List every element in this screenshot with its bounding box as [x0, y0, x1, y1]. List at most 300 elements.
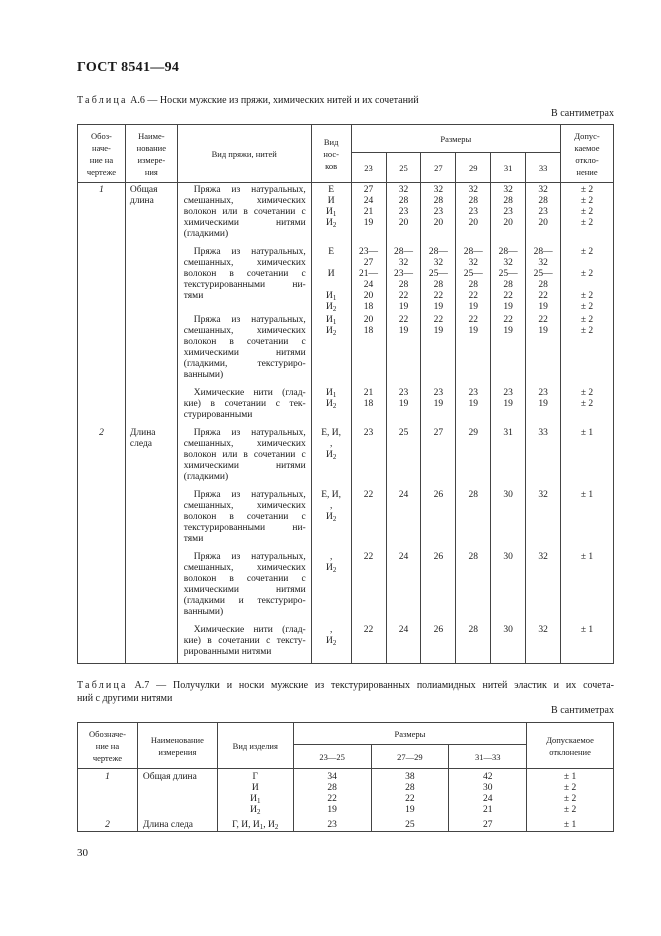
size-value-cell: [456, 245, 491, 313]
size-value-cell: [371, 816, 449, 832]
size-value: 28: [468, 625, 479, 635]
table-row: [78, 816, 614, 832]
size-value: 22: [503, 315, 513, 325]
size-value: 19: [327, 805, 337, 815]
size-value-cell: [351, 623, 386, 664]
size-header: 27: [421, 153, 456, 183]
sock-kind-cell: [311, 245, 351, 313]
description-line: стурированными: [183, 410, 253, 420]
measure-cell: Длина следа: [137, 816, 217, 832]
description-line: волокон в сочетании с: [183, 269, 306, 279]
tolerance-cell: [561, 550, 614, 623]
tolerance-cell: [561, 313, 614, 386]
size-value: 22: [538, 315, 548, 325]
size-value-cell: [386, 488, 421, 550]
size-value: 22: [405, 794, 415, 804]
designation-cell: [78, 386, 126, 426]
designation-cell: 2: [78, 816, 138, 832]
size-value: 19: [503, 326, 513, 336]
size-value: 18: [363, 399, 374, 409]
tolerance-value: ± 2: [580, 291, 594, 301]
description-line: химическими нитями: [183, 585, 306, 595]
size-value: 21—: [359, 269, 379, 279]
size-value-cell: [421, 245, 456, 313]
header-line: ние на: [95, 740, 120, 751]
size-value: 25—: [428, 269, 448, 279]
size-value-cell: [449, 816, 527, 832]
designation-cell: 2: [78, 426, 126, 488]
sock-kind: $И_2$: [325, 636, 337, 647]
size-value: 25—: [463, 269, 483, 279]
size-value: 19: [398, 399, 409, 409]
header-yarn-type: Вид пряжи, нитей: [177, 125, 311, 183]
size-value-cell: [351, 550, 386, 623]
size-value-cell: [456, 426, 491, 488]
size-value-cell: [491, 426, 526, 488]
table-a7: [77, 722, 614, 832]
header-designation: [78, 125, 126, 183]
size-value: 22: [503, 291, 513, 301]
table-title: А.6 — Носки мужские из пряжи, химических нитей и их сочетаний: [127, 95, 419, 106]
size-value: 20: [503, 218, 513, 228]
size-value-cell: [421, 488, 456, 550]
size-value: 28: [468, 490, 479, 500]
size-header: 31: [491, 153, 526, 183]
size-value: 24: [363, 196, 374, 206]
size-value: 28—: [428, 247, 448, 257]
tolerance-value: ± 2: [580, 207, 594, 217]
size-value-cell: [421, 313, 456, 386]
header-line: откло-: [575, 154, 599, 165]
designation-cell: [78, 313, 126, 386]
size-value: 28: [327, 783, 337, 793]
size-value: 26: [433, 490, 444, 500]
measure-cell: [125, 183, 177, 246]
table-row: [78, 488, 614, 550]
size-value: 19: [538, 399, 548, 409]
sock-kind: $И_2$: [325, 218, 337, 229]
size-value-cell: [351, 426, 386, 488]
description-line: кие) в сочетании с тек-: [183, 399, 306, 409]
table-a6: [77, 124, 614, 664]
size-value: 26: [433, 625, 444, 635]
product-kind: Г: [252, 772, 259, 782]
description-line: смешанных, химических: [183, 439, 306, 449]
header-line: чертеже: [86, 166, 117, 177]
size-value-cell: [421, 386, 456, 426]
size-value: 23: [503, 207, 513, 217]
size-value: 32: [538, 625, 548, 635]
size-value: 27: [363, 258, 374, 268]
size-value-cell: [421, 183, 456, 246]
size-value-cell: [293, 769, 371, 817]
size-value: 22: [433, 315, 444, 325]
description-line: ванными): [183, 607, 224, 617]
designation-cell: 1: [78, 183, 126, 246]
size-value: 25—: [533, 269, 553, 279]
size-value: 19: [503, 399, 513, 409]
size-value-cell: [491, 313, 526, 386]
size-value: 28: [398, 196, 409, 206]
header-line: чертеже: [92, 752, 123, 763]
size-value-cell: [491, 386, 526, 426]
size-value: 28: [398, 280, 409, 290]
description-line: текстурированными ни-: [183, 523, 306, 533]
sock-kind: ,: [329, 439, 333, 449]
size-value: 19: [363, 218, 374, 228]
measure-line: длина: [129, 196, 154, 206]
size-value-cell: [456, 386, 491, 426]
size-value: 23: [327, 820, 337, 830]
size-value: 28—: [498, 247, 518, 257]
size-value-cell: [526, 183, 561, 246]
size-value: 25—: [498, 269, 518, 279]
size-value: 27: [482, 820, 493, 830]
sock-kind: [312, 258, 351, 269]
size-value-cell: [386, 623, 421, 664]
size-value: 22: [398, 291, 409, 301]
measure-line: Длина: [129, 428, 156, 438]
size-value: 19: [468, 399, 479, 409]
description-line: текстурированными ни-: [183, 280, 306, 290]
size-value: 24: [398, 490, 409, 500]
size-value-cell: [491, 550, 526, 623]
size-value: 23: [538, 207, 548, 217]
size-value: 32: [503, 258, 513, 268]
size-value: 18: [363, 326, 374, 336]
sock-kind-cell: [311, 426, 351, 488]
tolerance-value: [561, 280, 613, 291]
description-line: волокон в сочетании с: [183, 574, 306, 584]
size-value: 32: [398, 185, 409, 195]
size-value: 23: [363, 428, 374, 438]
size-value: 28—: [533, 247, 553, 257]
size-value: 23: [433, 388, 444, 398]
description-line: (гладкими): [183, 472, 229, 482]
size-value-cell: [526, 313, 561, 386]
measure-line: следа: [129, 439, 152, 449]
measure-cell: Общая длина: [137, 769, 217, 817]
size-value: 20: [363, 291, 374, 301]
description-line: Пряжа из натуральных,: [193, 185, 306, 195]
header-line: Наиме-: [138, 130, 165, 141]
size-header: 23: [351, 153, 386, 183]
size-value: 23: [433, 207, 444, 217]
size-value: 20: [433, 218, 444, 228]
sock-kind: Е, И,: [321, 428, 342, 438]
description-line: смешанных, химических: [183, 326, 306, 336]
description-line: смешанных, химических: [183, 501, 306, 511]
tolerance-value: ± 2: [580, 185, 594, 195]
tolerance-value: ± 1: [580, 552, 594, 562]
header-designation: [78, 723, 138, 769]
size-value: 25: [398, 428, 409, 438]
description-line: химическими нитями: [183, 218, 306, 228]
product-kind: $И_2$: [250, 805, 261, 816]
size-value-cell: [526, 386, 561, 426]
size-value: 28—: [393, 247, 413, 257]
header-measure: [125, 125, 177, 183]
yarn-description-cell: [177, 245, 311, 313]
size-value: 32: [433, 258, 444, 268]
size-value: 23: [538, 388, 548, 398]
size-value: 25: [405, 820, 415, 830]
size-value-cell: [526, 623, 561, 664]
designation-cell: [78, 245, 126, 313]
table-title: А.7 — Получулки и носки мужские из текстурированных полиамидных нитей эластик и их сочета-: [127, 680, 614, 691]
size-value: 20: [468, 218, 479, 228]
tolerance-cell: [527, 769, 614, 817]
size-value: 32: [538, 552, 548, 562]
tolerance-value: [561, 258, 613, 269]
size-value: 21: [363, 207, 374, 217]
measure-cell: [125, 623, 177, 664]
size-header: 31—33: [449, 745, 527, 769]
sock-kind: Е: [328, 185, 335, 195]
description-line: Химические нити (глад-: [193, 388, 306, 398]
tolerance-value: ± 2: [563, 805, 577, 815]
header-measure: [137, 723, 217, 769]
description-line: Пряжа из натуральных,: [193, 247, 306, 257]
size-value: 20: [363, 315, 374, 325]
size-value: 19: [538, 302, 548, 312]
size-value-cell: [491, 488, 526, 550]
size-value-cell: [351, 313, 386, 386]
description-line: тями: [183, 534, 204, 544]
size-value-cell: [386, 183, 421, 246]
description-line: (гладкими): [183, 229, 229, 239]
sock-kind: $И_1$: [325, 291, 337, 302]
description-line: кие) в сочетании с тексту-: [183, 636, 306, 646]
table-row: [78, 183, 614, 246]
description-line: Химические нити (глад-: [193, 625, 306, 635]
sock-kind: $И_2$: [325, 302, 337, 313]
tolerance-value: ± 1: [563, 772, 577, 782]
measure-cell: [125, 313, 177, 386]
size-value: 38: [405, 772, 415, 782]
size-value: 29: [468, 428, 479, 438]
table-row: [78, 623, 614, 664]
size-value-cell: [421, 426, 456, 488]
size-value: 19: [405, 805, 415, 815]
table-a7-caption: [77, 679, 614, 705]
description-line: тями: [183, 291, 204, 301]
size-value: 23: [503, 388, 513, 398]
size-value-cell: [293, 816, 371, 832]
size-value: 30: [482, 783, 493, 793]
measure-cell: [125, 386, 177, 426]
tolerance-value: ± 2: [580, 218, 594, 228]
size-value: 30: [503, 625, 513, 635]
size-header: 27—29: [371, 745, 449, 769]
size-value-cell: [351, 488, 386, 550]
description-line: химическими нитями: [183, 461, 306, 471]
size-value: 28: [433, 280, 444, 290]
tolerance-value: ± 2: [580, 302, 594, 312]
size-value: 28: [468, 196, 479, 206]
size-value: 23: [398, 207, 409, 217]
size-value-cell: [386, 313, 421, 386]
description-line: химическими нитями: [183, 348, 306, 358]
header-line: нование: [136, 142, 166, 153]
product-kind-cell: [217, 769, 293, 817]
size-value-cell: [449, 769, 527, 817]
description-line: Пряжа из натуральных,: [193, 428, 306, 438]
header-line: Обоз-: [90, 130, 112, 141]
tolerance-value: ± 2: [580, 399, 594, 409]
size-value: 19: [468, 326, 479, 336]
size-value: 33: [538, 428, 548, 438]
measure-cell: [125, 245, 177, 313]
size-value-cell: [421, 623, 456, 664]
measure-cell: [125, 488, 177, 550]
designation-cell: [78, 550, 126, 623]
header-line: нение: [576, 166, 598, 177]
header-tolerance: Допускаемое отклонение: [527, 723, 614, 769]
description-line: ванными): [183, 370, 224, 380]
size-value-cell: [351, 183, 386, 246]
table-title-continued: ний с другими нитями: [77, 693, 173, 704]
sock-kind: $И_2$: [325, 326, 337, 337]
yarn-description-cell: [177, 426, 311, 488]
header-product-kind: Вид изделия: [217, 723, 293, 769]
header-line: измере-: [137, 154, 166, 165]
table-a6-caption: [77, 94, 614, 107]
size-value: 31: [503, 428, 513, 438]
description-line: волокон или в сочетании с: [183, 450, 306, 460]
tolerance-value: ± 1: [580, 428, 594, 438]
sock-kind: ,: [329, 552, 333, 562]
sock-kind: $И_1$: [325, 388, 337, 399]
sock-kind: И: [327, 269, 335, 279]
sock-kind-cell: [311, 313, 351, 386]
size-value: 27: [433, 428, 444, 438]
sock-kind: $И_2$: [325, 512, 337, 523]
size-value: 32: [398, 258, 409, 268]
size-value-cell: [526, 550, 561, 623]
sock-kind: ,: [329, 625, 333, 635]
size-value-cell: [456, 183, 491, 246]
header-sizes: Размеры: [293, 723, 526, 745]
size-value: 19: [468, 302, 479, 312]
sock-kind: $И_2$: [325, 450, 337, 461]
size-value-cell: [351, 386, 386, 426]
sock-kind: $И_2$: [325, 563, 337, 574]
tolerance-cell: [527, 816, 614, 832]
size-value-cell: [456, 550, 491, 623]
description-line: волокон в сочетании с: [183, 337, 306, 347]
size-value: 23: [398, 388, 409, 398]
size-value: 18: [363, 302, 374, 312]
table-row: [78, 769, 614, 817]
description-line: смешанных, химических: [183, 563, 306, 573]
size-value-cell: [456, 623, 491, 664]
size-value-cell: [491, 623, 526, 664]
tolerance-value: ± 2: [580, 388, 594, 398]
size-value: 22: [433, 291, 444, 301]
table-row: [78, 313, 614, 386]
tolerance-cell: [561, 245, 614, 313]
size-value-cell: [526, 488, 561, 550]
sock-kind-cell: [311, 183, 351, 246]
description-line: смешанных, химических: [183, 258, 306, 268]
size-value-cell: [456, 488, 491, 550]
size-value: 22: [468, 291, 479, 301]
yarn-description-cell: [177, 313, 311, 386]
yarn-description-cell: [177, 623, 311, 664]
size-value-cell: [386, 245, 421, 313]
measure-cell: [125, 426, 177, 488]
size-value: 28: [468, 280, 479, 290]
header-line: Вид: [323, 136, 339, 147]
header-line: ние на: [89, 154, 114, 165]
size-value: 28: [538, 280, 548, 290]
table-label: Таблица: [77, 95, 128, 106]
product-kind: И: [251, 783, 259, 793]
yarn-description-cell: [177, 488, 311, 550]
size-value: 28: [538, 196, 548, 206]
yarn-description-cell: [177, 550, 311, 623]
tolerance-value: ± 2: [580, 269, 594, 279]
size-value-cell: [491, 183, 526, 246]
size-value: 23: [468, 388, 479, 398]
description-line: Пряжа из натуральных,: [193, 490, 306, 500]
size-value: 32: [538, 185, 548, 195]
table-a6-units: В сантиметрах: [551, 108, 614, 119]
size-value: 20: [398, 218, 409, 228]
sock-kind: $И_2$: [325, 399, 337, 410]
size-value: 19: [538, 326, 548, 336]
size-value-cell: [351, 245, 386, 313]
yarn-description-cell: [177, 183, 311, 246]
tolerance-value: ± 2: [580, 315, 594, 325]
size-value: 24: [398, 625, 409, 635]
tolerance-value: ± 1: [563, 820, 577, 830]
tolerance-value: ± 2: [563, 794, 577, 804]
size-value: 22: [398, 315, 409, 325]
description-line: Пряжа из натуральных,: [193, 552, 306, 562]
sock-kind: Е, И,: [321, 490, 342, 500]
description-line: волокон в сочетании с: [183, 512, 306, 522]
size-value: 30: [503, 490, 513, 500]
table-row: [78, 550, 614, 623]
sock-kind-cell: [311, 623, 351, 664]
size-value-cell: [371, 769, 449, 817]
size-header: 29: [456, 153, 491, 183]
description-line: (гладкими и текстуриро-: [183, 596, 306, 606]
header-line: Допус-: [574, 130, 600, 141]
table-label: Таблица: [77, 680, 128, 691]
size-value: 30: [503, 552, 513, 562]
size-value: 28: [503, 280, 513, 290]
header-line: каемое: [574, 142, 600, 153]
size-value: 21: [363, 388, 374, 398]
designation-cell: 1: [78, 769, 138, 817]
size-value: 22: [327, 794, 337, 804]
size-value-cell: [526, 245, 561, 313]
table-a7-units: В сантиметрах: [551, 705, 614, 716]
sock-kind: $И_1$: [325, 207, 337, 218]
size-value: 32: [538, 258, 548, 268]
tolerance-value: ± 2: [563, 783, 577, 793]
size-value-cell: [491, 245, 526, 313]
yarn-description-cell: [177, 386, 311, 426]
tolerance-value: ± 2: [580, 247, 594, 257]
sock-kind: $И_1$: [325, 315, 337, 326]
designation-cell: [78, 488, 126, 550]
size-value: 24: [482, 794, 493, 804]
sock-kind-cell: [311, 550, 351, 623]
